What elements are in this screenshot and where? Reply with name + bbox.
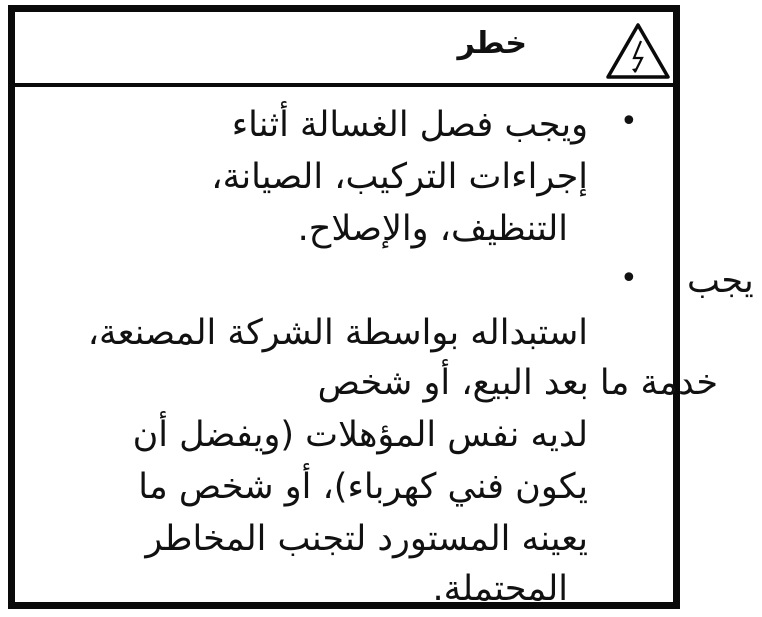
bullet-2-line-2: استبداله بواسطة الشركة المصنعة، <box>87 313 588 353</box>
danger-notice-box <box>8 5 754 609</box>
notice-header <box>15 12 673 87</box>
bullet-2-line-3: خدمة ما بعد البيع، أو شخص <box>317 363 718 403</box>
bullet-1-line-2: إجراءات التركيب، الصيانة، <box>211 157 588 197</box>
bullet-2: • <box>620 261 638 296</box>
bullet-1-line-1: ويجب فصل الغسالة أثناء <box>231 105 588 145</box>
bullet-1-line-3: التنظيف، والإصلاح. <box>297 209 568 249</box>
bullet-2-line-7: المحتملة. <box>432 569 568 609</box>
bullet-2-line-4: لديه نفس المؤهلات (ويفضل أن <box>132 415 588 455</box>
bullet-1: • <box>620 104 638 139</box>
notice-title: خطر <box>457 26 527 61</box>
bullet-2-line-5: يكون فني كهرباء)، أو شخص ما <box>138 467 588 507</box>
bullet-2-line-1: يجب <box>687 261 754 301</box>
electrical-hazard-icon <box>605 22 671 80</box>
bullet-2-line-6: يعينه المستورد لتجنب المخاطر <box>145 519 588 559</box>
